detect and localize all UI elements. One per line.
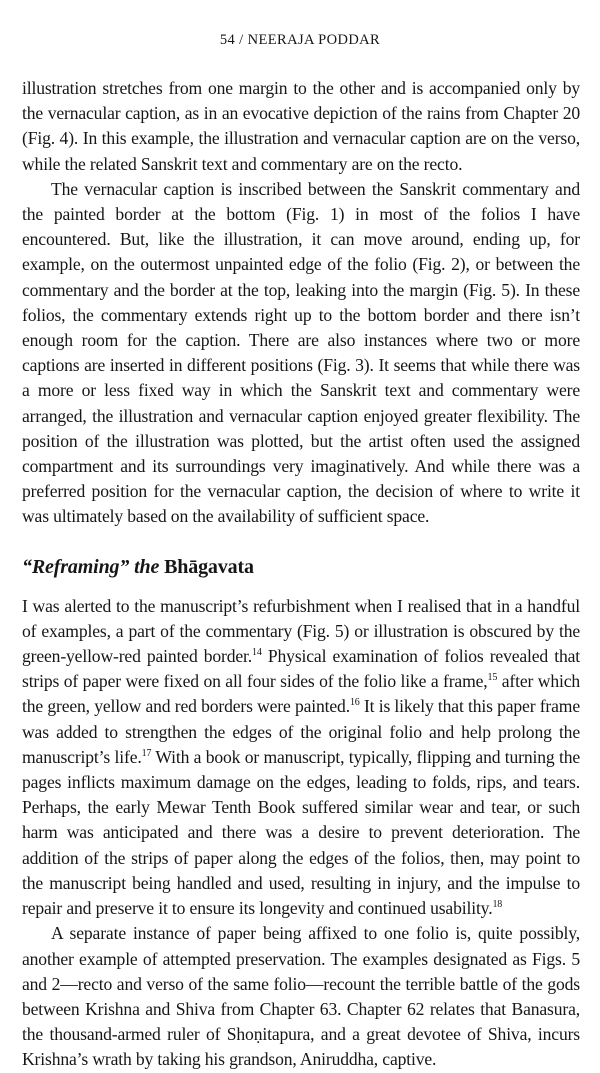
- footnote-marker: 17: [141, 748, 152, 760]
- section-heading-italic: “Reframing” the: [22, 555, 165, 578]
- paragraph-text: It is likely that this paper frame was added to strengthen the edges of the original folio and help prolong the manuscript’s life.: [22, 696, 580, 767]
- paragraph-text: illustration stretches from one margin to the other and is accompanied only by the vernacular caption, as in an evocative depiction of the rains from Chapter 20 (Fig. 4). In this example, the illustration and vernacular caption are on the verso, while the related Sanskrit text and commentary are on the recto.: [22, 78, 580, 174]
- footnote-marker: 16: [349, 697, 360, 709]
- paragraph-text: after which the green, yellow and red borders were painted.: [22, 671, 581, 717]
- paragraph: [22, 177, 580, 530]
- footnote-marker: 18: [492, 899, 503, 911]
- paragraph-text: A separate instance of paper being affixed to one folio is, quite possibly, another example of attempted preservation. The examples designated as Figs. 5 and 2—recto and verso of the same folio—recount the terrible battle of the gods between Krishna and Shiva from Chapter 63. Chapter 62 relates that Banasura, the thousand-armed ruler of Shoṇitapura, and a great devotee of Shiva, incurs Krishna’s wrath by taking his grandson, Aniruddha, captive.: [22, 923, 580, 1070]
- section-heading: [22, 554, 580, 580]
- paragraph: [22, 76, 580, 177]
- paragraph-text: With a book or manuscript, typically, flipping and turning the pages inflicts maximum damage on the edges, leading to folds, rips, and tears. Perhaps, the early Mewar Tenth Book suffered similar wear and tear, or such harm was anticipated and there was a desire to prevent deterioration. The addition of the strips of paper along the edges of the folios, then, may point to the manuscript being handled and used, resulting in injury, and the impulse to repair and preserve it to ensure its longevity and continued usability.: [22, 746, 580, 919]
- paragraph-text: I was alerted to the manuscript’s refurbishment when I realised that in a handful of examples, a part of the commentary (Fig. 5) or illustration is obscured by the green-yellow-red painted border.: [22, 595, 580, 667]
- paragraph-text: Physical examination of folios revealed that strips of paper were fixed on all four sides of the folio like a frame,: [22, 646, 580, 692]
- paragraph-text: The vernacular caption is inscribed between the Sanskrit commentary and the painted border at the bottom (Fig. 1) in most of the folios I have encountered. But, like the illustration, it can move around, ending up, for example, on the outermost unpainted edge of the folio (Fig. 2), or between the commentary and the border at the top, leaking into the margin (Fig. 5). In these folios, the commentary extends right up to the bottom border and there isn’t enough room for the caption. There are also instances where two or more captions are inserted in different positions (Fig. 3). It seems that while there was a more or less fixed way in which the Sanskrit text and commentary were arranged, the illustration and vernacular caption enjoyed greater flexibility. The position of the illustration was plotted, but the artist often used the assigned compartment and its surroundings very imaginatively. And while there was a preferred position for the vernacular caption, the decision of where to write it was ultimately based on the availability of sufficient space.: [22, 178, 580, 527]
- paragraphs-before-heading: [22, 76, 580, 530]
- paragraph: [22, 594, 580, 922]
- footnote-marker: 15: [487, 672, 498, 684]
- section-heading-title: Bhāgavata: [164, 555, 254, 578]
- paragraph: [22, 921, 580, 1072]
- running-head: 54 / NEERAJA PODDAR: [219, 32, 381, 48]
- paragraphs-after-heading: [22, 594, 580, 1073]
- footnote-marker: 14: [252, 647, 262, 659]
- body-text: [22, 76, 580, 1073]
